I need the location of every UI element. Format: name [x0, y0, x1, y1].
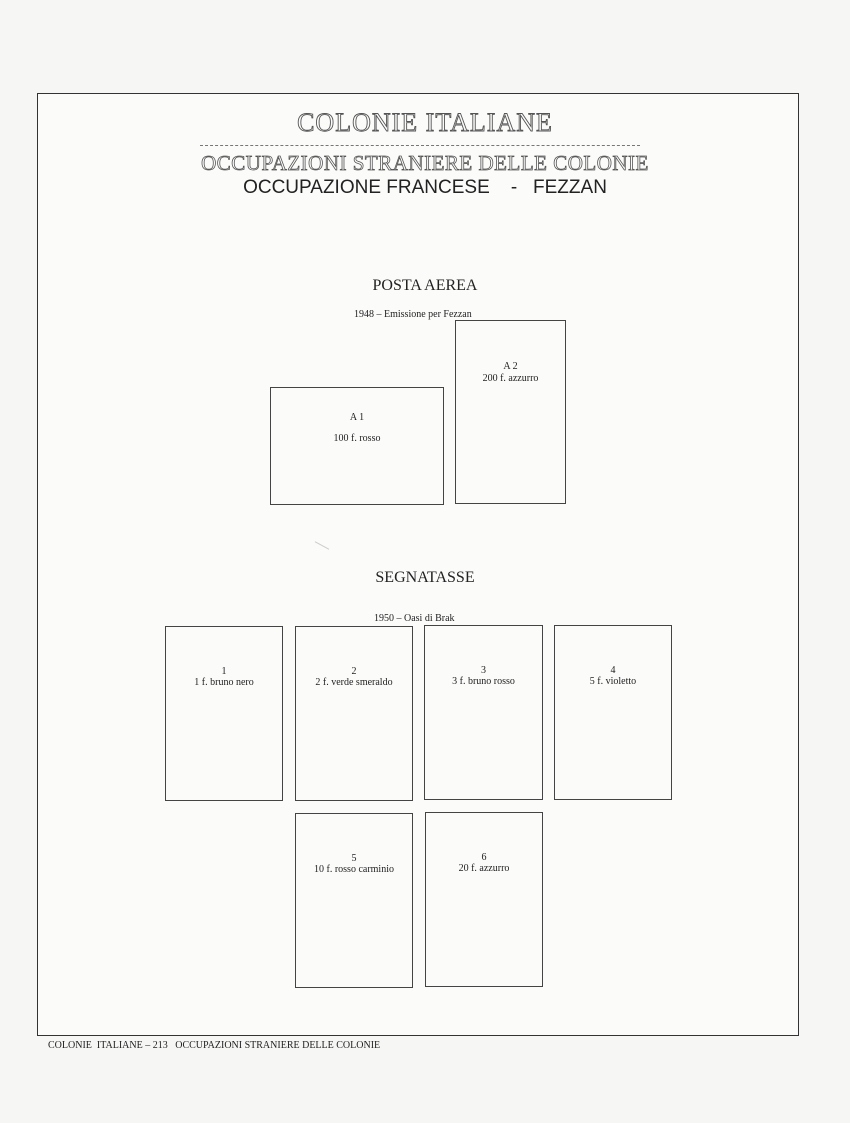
stamp-number: 4 — [610, 665, 616, 676]
stamp-description: 1 f. bruno nero — [194, 677, 254, 688]
stamp-slot-2 — [295, 626, 413, 801]
stamp-slot-4 — [554, 625, 672, 800]
country-heading: OCCUPAZIONE FRANCESE - FEZZAN — [243, 177, 607, 198]
stamp-description: 5 f. violetto — [589, 676, 637, 687]
album-page-frame — [37, 93, 799, 1036]
stamp-description: 200 f. azzurro — [482, 373, 539, 384]
stamp-slot-1 — [165, 626, 283, 801]
stamp-description: 10 f. rosso carminio — [314, 864, 394, 875]
stamp-slot-3 — [424, 625, 543, 800]
stamp-description: 20 f. azzurro — [458, 863, 510, 874]
stamp-slot-6 — [425, 812, 543, 987]
stamp-number: A 1 — [349, 412, 365, 423]
stamp-number: 1 — [221, 666, 227, 677]
stamp-number: 5 — [351, 853, 357, 864]
page-title: COLONIE ITALIANE — [297, 108, 553, 137]
stamp-number: A 2 — [503, 361, 518, 372]
stamp-slot-a1 — [270, 387, 444, 505]
stamp-number: 6 — [481, 852, 487, 863]
stamp-description: 3 f. bruno rosso — [452, 676, 515, 687]
title-dashed-divider — [200, 145, 640, 146]
stamp-description: 100 f. rosso — [333, 433, 381, 444]
stamp-slot-5 — [295, 813, 413, 988]
page-footer: COLONIE ITALIANE – 213 OCCUPAZIONI STRANIERE DELLE COLONIE — [48, 1040, 381, 1051]
postage-due-section-title: SEGNATASSE — [375, 569, 475, 586]
airmail-section-title: POSTA AEREA — [372, 277, 478, 294]
stamp-number: 2 — [351, 666, 357, 677]
postage-due-issue-label: 1950 – Oasi di Brak — [374, 613, 455, 624]
page-subtitle: OCCUPAZIONI STRANIERE DELLE COLONIE — [201, 151, 649, 175]
stamp-slot-a2 — [455, 320, 566, 504]
stamp-description: 2 f. verde smeraldo — [315, 677, 393, 688]
stamp-number: 3 — [481, 665, 486, 676]
airmail-issue-label: 1948 – Emissione per Fezzan — [354, 309, 472, 320]
